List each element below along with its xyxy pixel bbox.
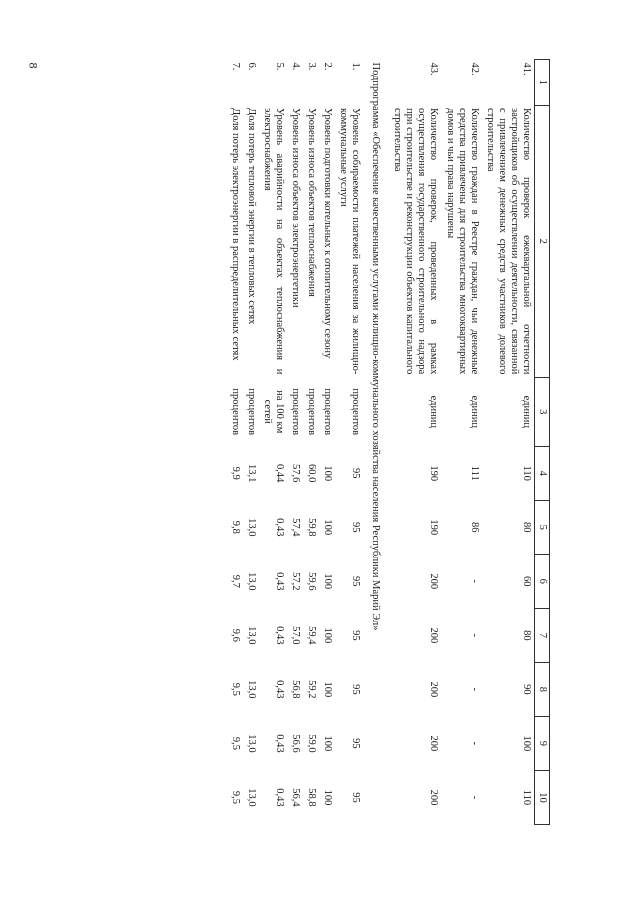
value-cell: 95 (350, 467, 362, 479)
table-row (442, 60, 482, 825)
header-cell: 8 (534, 662, 549, 716)
value-cell: 60 (520, 576, 532, 587)
value-cell: - (468, 687, 480, 692)
value-cell: 9,5 (229, 790, 241, 804)
value-cell: 95 (350, 522, 362, 533)
value-cell: 59,8 (306, 518, 317, 537)
value-cell: 56,6 (289, 734, 301, 753)
unit-cell: процентов (322, 388, 334, 436)
value-cell: 100 (322, 465, 334, 482)
value-cell: 80 (520, 630, 532, 641)
value-cell: 0,43 (273, 680, 285, 699)
value-cell: 110 (520, 789, 532, 806)
value-cell: 100 (322, 735, 334, 752)
value-cell: 59,6 (306, 572, 317, 591)
value-cell: 200 (428, 573, 440, 590)
table-row (243, 60, 259, 825)
row-number: 3. (306, 62, 317, 71)
value-cell: 100 (322, 681, 334, 698)
unit-cell: единиц (520, 395, 532, 428)
page-number: 8 (26, 62, 41, 69)
value-cell: 9,5 (229, 682, 241, 696)
unit-cell: процентов (289, 388, 301, 436)
value-cell: 9,8 (229, 520, 241, 534)
value-cell: 80 (520, 522, 532, 533)
value-cell: 200 (428, 735, 440, 752)
header-cell: 2 (534, 105, 549, 377)
subprogram-title: Подпрограмма «Обеспечение качественными услугами жилищно-коммунального хозяйства населения Республики Марий Эл» (370, 62, 382, 631)
value-cell: 190 (428, 519, 440, 536)
value-cell: 57,0 (289, 626, 301, 645)
indicator-name: Уровень аварийности на объектах теплоснабжения и электроснабжения (261, 108, 285, 375)
row-number: 4. (289, 62, 301, 71)
header-cell: 7 (534, 608, 549, 662)
row-number: 2. (322, 62, 334, 71)
value-cell: 100 (322, 519, 334, 536)
value-cell: 0,43 (273, 626, 285, 645)
header-cell: 10 (534, 770, 549, 824)
row-number: 6. (245, 62, 257, 71)
value-cell: 13,0 (245, 734, 257, 753)
value-cell: 13,0 (245, 626, 257, 645)
row-number: 5. (273, 62, 285, 71)
value-cell: 56,4 (289, 788, 301, 807)
indicators-table (227, 59, 550, 825)
value-cell: 57,2 (289, 572, 301, 591)
value-cell: 100 (322, 573, 334, 590)
value-cell: 95 (350, 792, 362, 803)
value-cell: 9,9 (229, 466, 241, 480)
value-cell: 95 (350, 576, 362, 587)
header-row (534, 60, 549, 825)
indicator-name: Количество проверок, проведенных в рамках осуществления государственного строительного надзора при строительстве и реконструкции объектов капитального строительства (392, 108, 440, 375)
value-cell: 13,0 (245, 680, 257, 699)
header-cell: 1 (534, 60, 549, 106)
header-cell: 4 (534, 446, 549, 500)
value-cell: 9,5 (229, 736, 241, 750)
value-cell: 0,43 (273, 572, 285, 591)
table-row (482, 60, 535, 825)
value-cell: 13,0 (245, 788, 257, 807)
value-cell: 200 (428, 681, 440, 698)
value-cell: 13,0 (245, 572, 257, 591)
header-cell: 9 (534, 716, 549, 770)
value-cell: 59,2 (306, 680, 317, 699)
value-cell: 9,6 (229, 628, 241, 642)
value-cell: 95 (350, 738, 362, 749)
value-cell: 0,43 (273, 734, 285, 753)
value-cell: 59,4 (306, 626, 317, 645)
value-cell: 95 (350, 630, 362, 641)
value-cell: 100 (520, 735, 532, 752)
value-cell: 58,8 (306, 788, 317, 807)
header-cell: 6 (534, 554, 549, 608)
value-cell: 9,7 (229, 574, 241, 588)
row-number: 42. (468, 62, 480, 76)
table-row (319, 60, 335, 825)
value-cell: 59,0 (306, 734, 317, 753)
indicator-name: Уровень износа объектов электроэнергетики (289, 108, 301, 308)
indicator-name: Доля потерь электроэнергии в распределительных сетях (229, 108, 241, 361)
value-cell: 100 (322, 627, 334, 644)
table-row (389, 60, 441, 825)
indicator-name: Уровень износа объектов теплоснабжения (306, 108, 317, 297)
value-cell: 100 (322, 789, 334, 806)
table-row (335, 60, 363, 825)
header-cell: 3 (534, 377, 549, 446)
header-cell: 5 (534, 500, 549, 554)
indicator-name: Количество проверок ежеквартальной отчетности застройщиков об осуществлении деятельности, связанной с привлечением денежных средств участников долевого строительства (484, 108, 532, 375)
unit-cell: процентов (245, 388, 257, 436)
row-number: 1. (350, 62, 362, 71)
value-cell: 190 (428, 465, 440, 482)
value-cell: 57,6 (289, 464, 301, 483)
value-cell: - (468, 741, 480, 746)
indicator-name: Доля потерь тепловой энергии в тепловых сетях (245, 108, 257, 325)
table-row (303, 60, 319, 825)
unit-cell: процентов (350, 388, 362, 436)
value-cell: 86 (468, 522, 480, 533)
unit-cell: на 100 км сетей (261, 390, 285, 434)
table-row (287, 60, 303, 825)
table-row (259, 60, 287, 825)
value-cell: 111 (468, 465, 480, 481)
value-cell: 110 (520, 465, 532, 481)
rotated-table-container (110, 59, 550, 825)
value-cell: - (468, 579, 480, 584)
value-cell: - (468, 633, 480, 638)
row-number: 41. (520, 62, 532, 76)
row-number: 43. (428, 62, 440, 76)
value-cell: 0,43 (273, 788, 285, 807)
subprogram-row (363, 60, 389, 825)
value-cell: 56,8 (289, 680, 301, 699)
table-row (227, 60, 243, 825)
value-cell: 95 (350, 684, 362, 695)
unit-cell: процентов (306, 388, 317, 436)
value-cell: 200 (428, 789, 440, 806)
unit-cell: процентов (229, 388, 241, 436)
indicator-name: Уровень подготовки котельных к отопительному сезону (322, 108, 334, 359)
unit-cell: единиц (468, 395, 480, 428)
value-cell: 13,1 (245, 464, 257, 483)
value-cell: 0,44 (273, 464, 285, 483)
value-cell: 57,4 (289, 518, 301, 537)
value-cell: 13,0 (245, 518, 257, 537)
row-number: 7. (229, 62, 241, 71)
unit-cell: единиц (428, 395, 440, 428)
value-cell: 90 (520, 684, 532, 695)
indicator-name: Количество граждан в Реестре граждан, чьи денежные средства привлечены для строительства многоквартирных домов и чьи права нарушены (444, 108, 480, 375)
value-cell: 60,0 (306, 464, 317, 483)
indicator-name: Уровень собираемости платежей населения за жилищно-коммунальные услуги (338, 108, 362, 375)
value-cell: 200 (428, 627, 440, 644)
value-cell: - (468, 795, 480, 800)
value-cell: 0,43 (273, 518, 285, 537)
